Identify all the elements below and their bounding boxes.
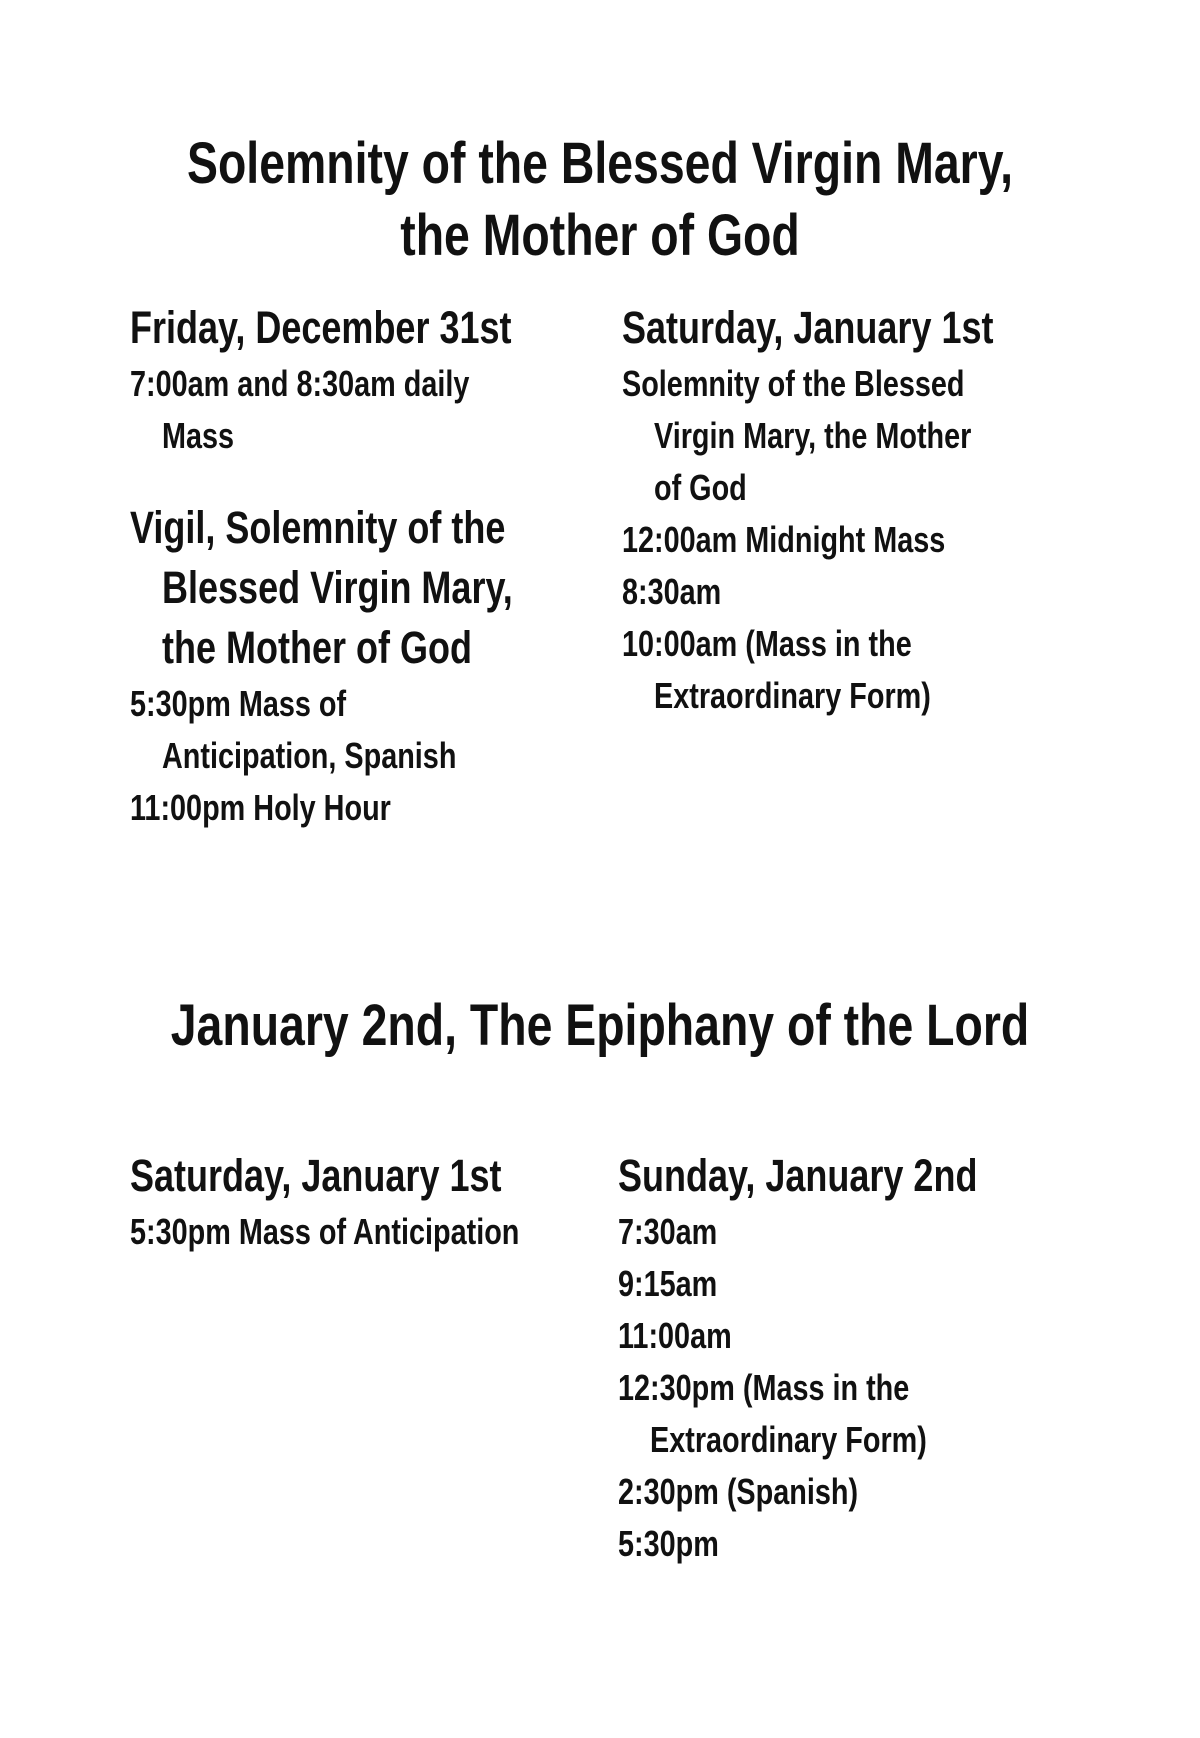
entry-line: 7:30am (618, 1211, 718, 1252)
schedule-entry (130, 678, 590, 782)
entry-line: 5:30pm Mass of Anticipation (130, 1211, 520, 1252)
day-heading-text: Vigil, Solemnity of the (130, 502, 506, 553)
entry-line: 11:00pm Holy Hour (130, 787, 391, 828)
epiphany-left-column (130, 1146, 590, 1258)
schedule-entry (622, 358, 1082, 514)
day-heading-text: Friday, December 31st (130, 302, 512, 353)
day-heading-vigil (130, 498, 590, 678)
title-line: Solemnity of the Blessed Virgin Mary, (187, 131, 1013, 196)
entry-line: Extraordinary Form) (650, 1419, 927, 1460)
entry-line: 12:00am Midnight Mass (622, 519, 946, 560)
entry-line: 10:00am (Mass in the (622, 623, 912, 664)
schedule-entry (618, 1518, 1078, 1570)
schedule-entry (130, 358, 590, 462)
entry-line: 8:30am (622, 571, 722, 612)
day-heading-text: Sunday, January 2nd (618, 1150, 978, 1201)
schedule-entry (622, 566, 1082, 618)
entry-line: Mass (162, 415, 235, 456)
entry-line: 5:30pm Mass of (130, 683, 347, 724)
day-heading-friday-dec-31 (130, 298, 590, 358)
day-heading-saturday-jan-1 (130, 1146, 590, 1206)
schedule-entry (130, 782, 590, 834)
schedule-entry (618, 1258, 1078, 1310)
schedule-entry (618, 1206, 1078, 1258)
day-heading-text: Blessed Virgin Mary, (162, 562, 513, 613)
day-heading-text: Saturday, January 1st (622, 302, 994, 353)
schedule-entry (622, 618, 1082, 722)
title-line: the Mother of God (400, 203, 800, 268)
epiphany-right-column (618, 1146, 1078, 1570)
solemnity-right-column (622, 298, 1082, 722)
day-heading-text: the Mother of God (162, 622, 472, 673)
entry-line: 2:30pm (Spanish) (618, 1471, 859, 1512)
schedule-entry (130, 1206, 590, 1258)
entry-line: 5:30pm (618, 1523, 719, 1564)
entry-line: Anticipation, Spanish (162, 735, 457, 776)
section-title-solemnity (0, 128, 1200, 272)
title-line: January 2nd, The Epiphany of the Lord (170, 993, 1030, 1058)
entry-line: 7:00am and 8:30am daily (130, 363, 470, 404)
schedule-entry (618, 1310, 1078, 1362)
schedule-entry (618, 1466, 1078, 1518)
day-heading-saturday-jan-1 (622, 298, 1082, 358)
day-heading-sunday-jan-2 (618, 1146, 1078, 1206)
entry-line: 11:00am (618, 1315, 732, 1356)
entry-line: 9:15am (618, 1263, 718, 1304)
schedule-entry (622, 514, 1082, 566)
entry-line: Solemnity of the Blessed (622, 363, 965, 404)
section-title-epiphany (0, 990, 1200, 1062)
solemnity-left-column (130, 298, 590, 834)
entry-line: of God (654, 467, 747, 508)
day-heading-text: Saturday, January 1st (130, 1150, 502, 1201)
entry-line: Virgin Mary, the Mother (654, 415, 972, 456)
schedule-entry (618, 1362, 1078, 1466)
entry-line: 12:30pm (Mass in the (618, 1367, 910, 1408)
entry-line: Extraordinary Form) (654, 675, 931, 716)
